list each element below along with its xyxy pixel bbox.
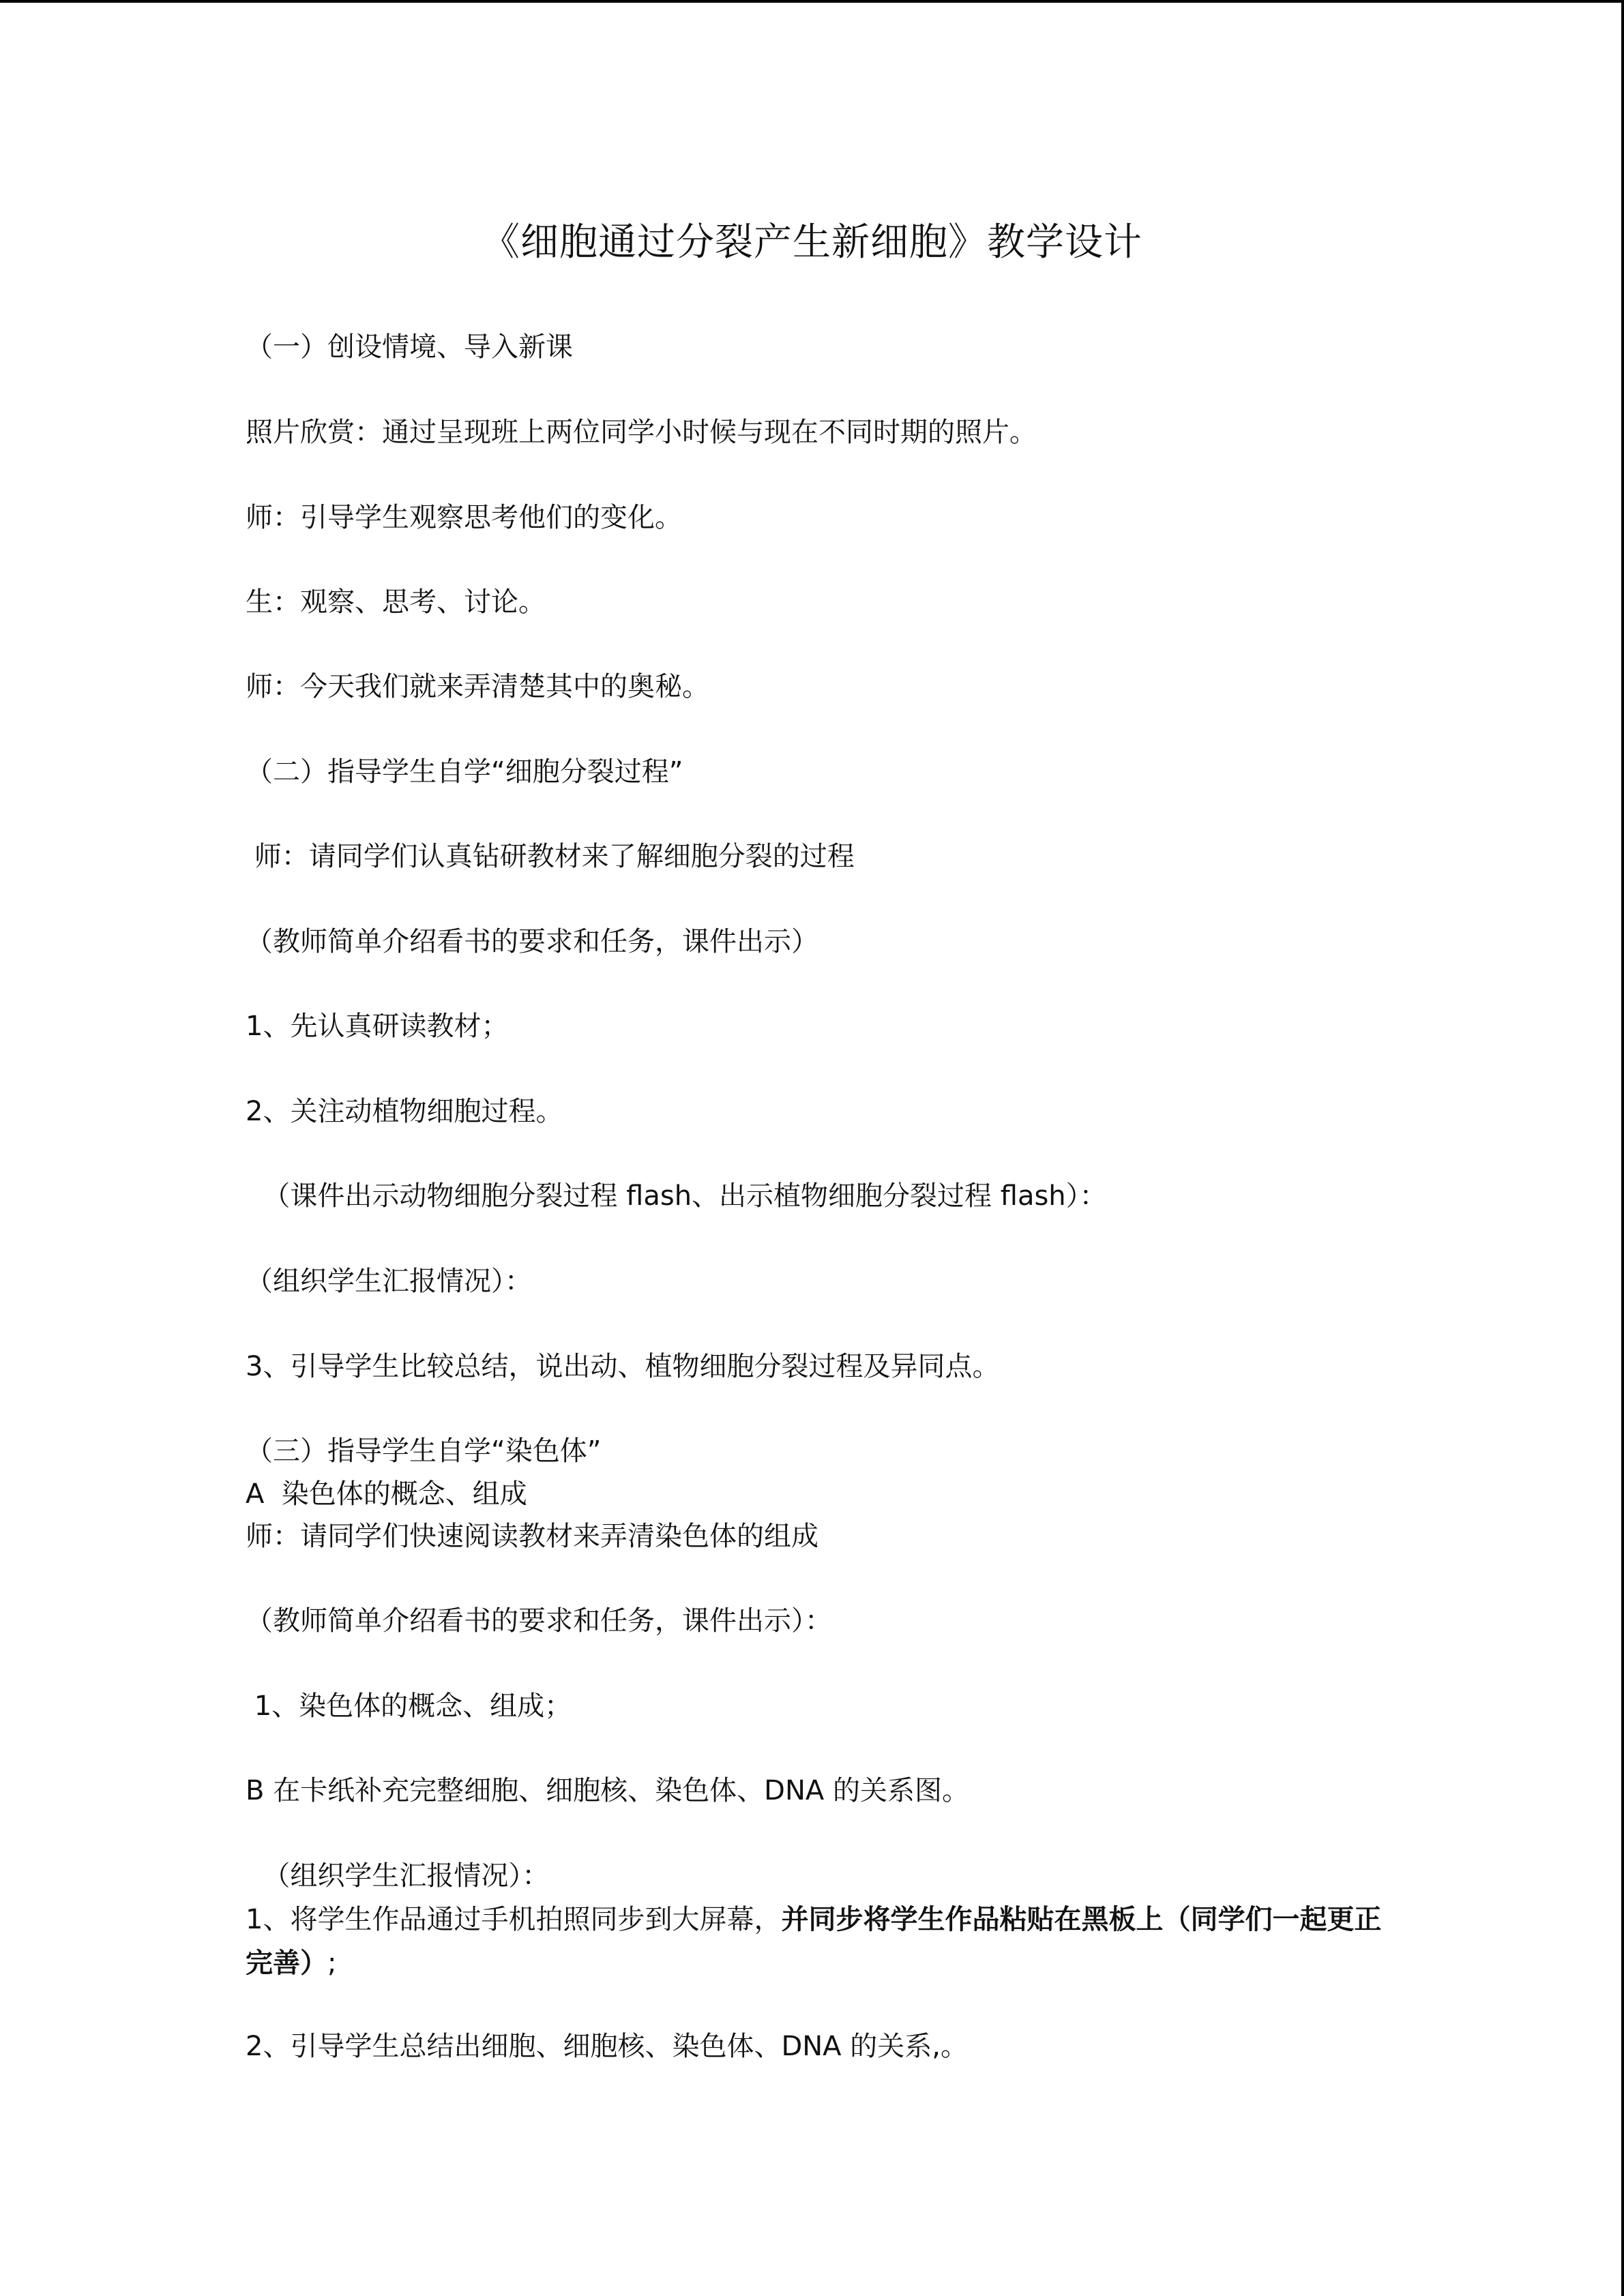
paragraph-line: （教师简单介绍看书的要求和任务，课件出示）： [246,1605,832,1637]
paragraph-line: （教师简单介绍看书的要求和任务，课件出示） [246,926,818,957]
paragraph-line: 师：请同学们快速阅读教材来弄清染色体的组成 [246,1521,818,1552]
section-heading-1: （一）创设情境、导入新课 [246,331,573,363]
list-item: 3、引导学生比较总结，说出动、植物细胞分裂过程及异同点。 [246,1351,1000,1382]
paragraph-line: 照片欣赏：通过呈现班上两位同学小时候与现在不同时期的照片。 [246,417,1037,448]
list-item-end: ; [327,1948,337,1979]
page-right-border [1621,0,1624,2296]
list-item-mixed [246,1898,1405,1985]
paragraph-line: （课件出示动物细胞分裂过程 flash、出示植物细胞分裂过程 flash）： [246,1180,1107,1212]
list-item: 1、染色体的概念、组成； [246,1690,572,1722]
list-item: 1、先认真研读教材； [246,1011,509,1042]
list-item-text: 1、将学生作品通过手机拍照同步到大屏幕， [246,1904,782,1935]
section-heading-3: （三）指导学生自学“染色体” [246,1435,602,1467]
paragraph-line: 生：观察、思考、讨论。 [246,586,546,618]
list-item-bold-text: 并同步将学生作品粘贴在黑板上（同学们一起更正完善） [246,1904,1382,1979]
list-item: 2、引导学生总结出细胞、细胞核、染色体、DNA 的关系,。 [246,2031,968,2062]
subsection-heading: B 在卡纸补充完整细胞、细胞核、染色体、DNA 的关系图。 [246,1775,969,1806]
paragraph-line: 师：引导学生观察思考他们的变化。 [246,502,682,533]
paragraph-line: （组织学生汇报情况）： [246,1266,532,1297]
document-title: 《细胞通过分裂产生新细胞》教学设计 [482,220,1142,265]
paragraph-line: 师：请同学们认真钻研教材来了解细胞分裂的过程 [246,841,855,872]
paragraph-line: （组织学生汇报情况）： [246,1860,550,1892]
list-item: 2、关注动植物细胞过程。 [246,1096,563,1127]
subsection-heading: A 染色体的概念、组成 [246,1478,527,1510]
section-heading-2: （二）指导学生自学“细胞分裂过程” [246,756,683,788]
page-top-border [0,0,1624,3]
paragraph-line: 师：今天我们就来弄清楚其中的奥秘。 [246,671,709,702]
